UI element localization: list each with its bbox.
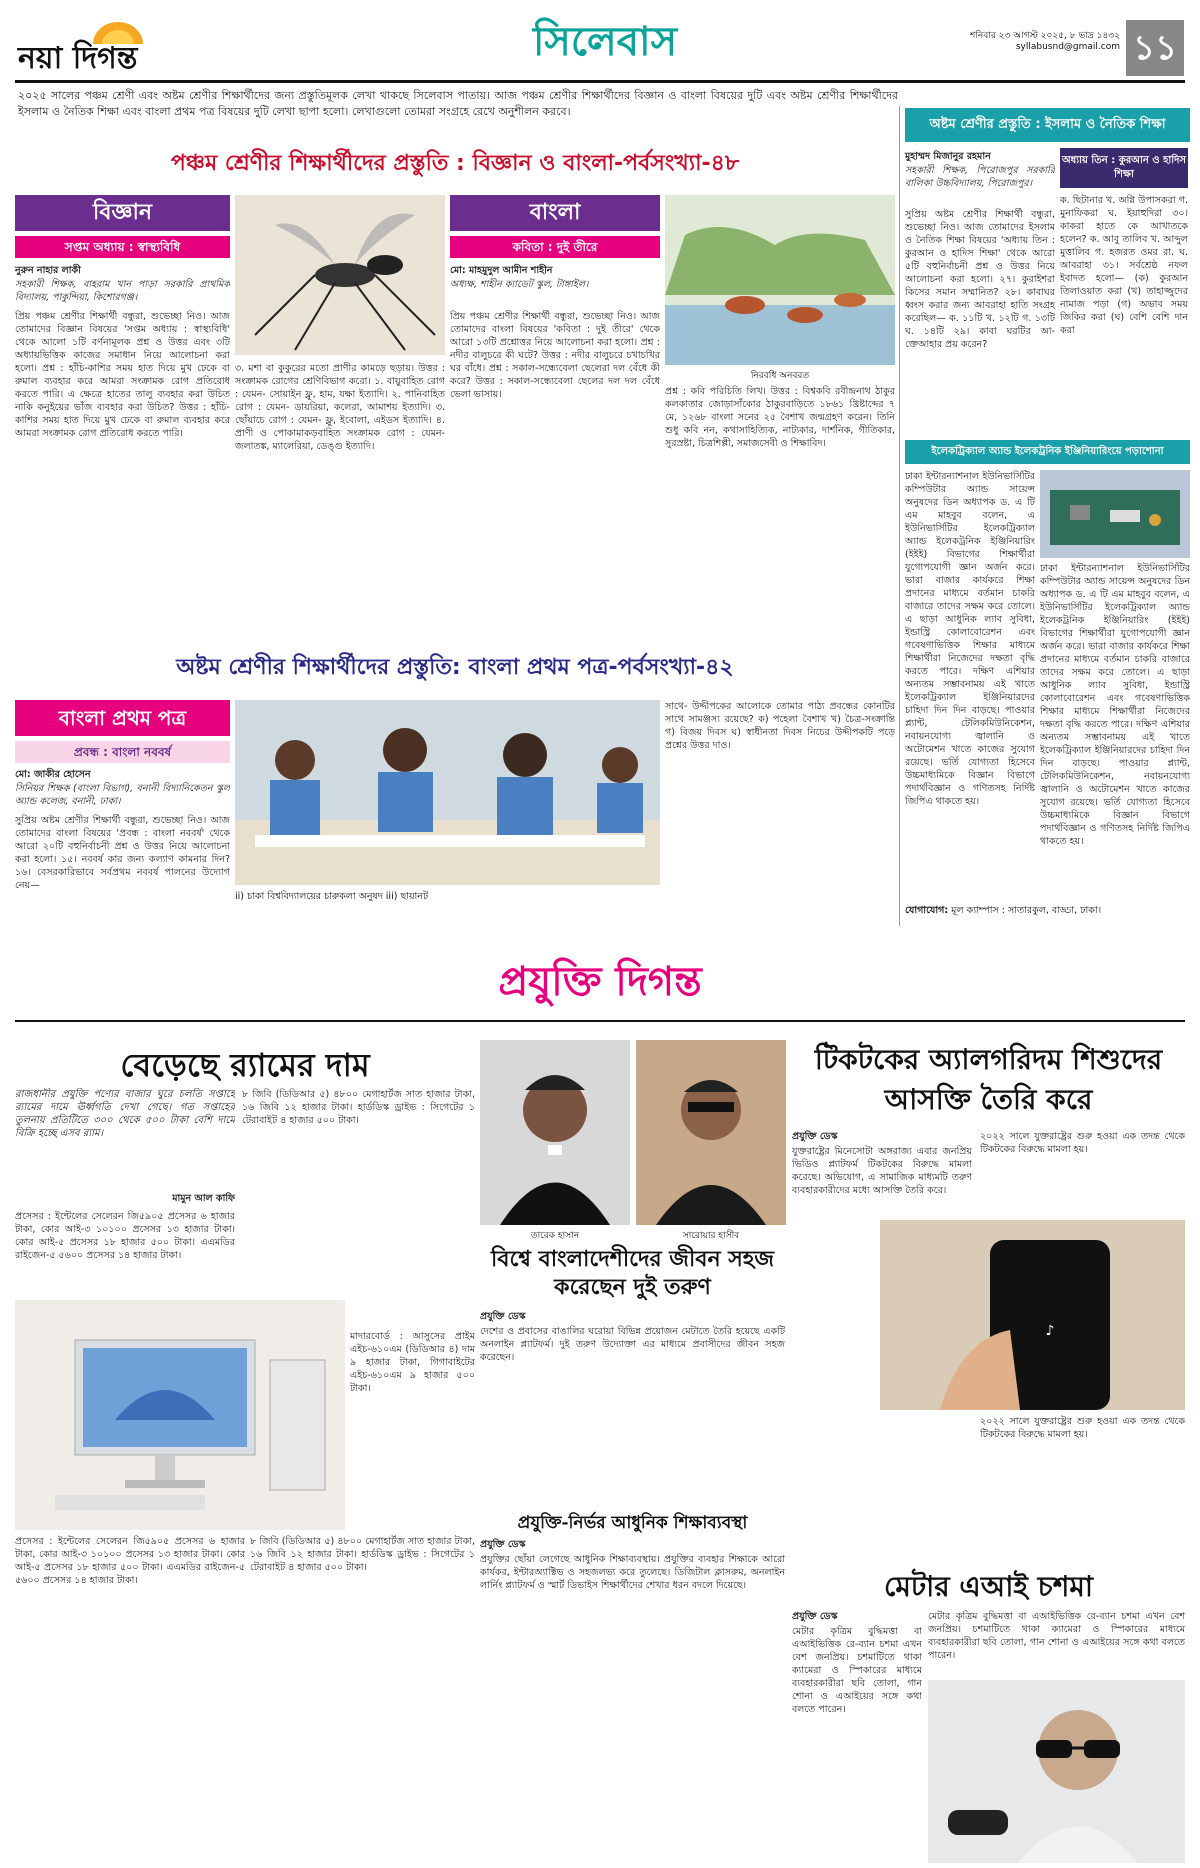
class8-bangla-body: সুপ্রিয় অষ্টম শ্রেণীর শিক্ষার্থী বন্ধুরা, শুভেচ্ছা নিও। আজ তোমাদের বাংলা বিষয়ের 'প্রবন্ধ : বাংলা নববর্ষ' থেকে আরো ২০টি বহুনির্বাচনী প্রশ্ন ও উত্তর নিয়ে আলোচনা করা হলো। ১৫। নববর্ষ কার জন্য কল্যাণ কামনার দিন? ১৬। বেসরকারিভাবে সর্বপ্রথম নববর্ষ পালনের উদ্যোগ নেয়— [15, 815, 230, 891]
birds-illustration [665, 195, 895, 365]
ram-body-5: ৮ জিবি (ডিডিআর ৫) ৪৮০০ মেগাহার্টজ সাত হাজার টাকা, ১৬ জিবি ১২ হাজার টাকা। হার্ডডিস্ক ড্রাইভ : সিগেটের ১ টেরাবাইট ৪ হাজার ৫০০ টাকা। [250, 1536, 475, 1573]
class8-bangla-body-2: সাথে- উদ্দীপকের আলোকে তোমার পাঠ্য প্রবন্ধের কোনটির সাথে সামঞ্জস্য রয়েছে? ক) পহেলা বৈশাখ খ) চৈত্র-সংক্রান্তি গ) বিজয় দিবস ঘ) স্বাধীনতা দিবস নিচের উদ্দীপকটি পড়ে প্রশ্নের উত্তর দাও। [665, 701, 895, 751]
class8-bangla-photo-caption: ii) চাকা বিশ্ববিদ্যালয়ের চারুকলা অনুষদ iii) ছায়ানট [235, 891, 429, 902]
electrical-contact: যোগাযোগ: মূল ক্যাম্পাস : সাতারকুল, বাড্ডা, ঢাকা। [905, 905, 1102, 916]
youth-headline: বিশ্বে বাংলাদেশীদের জীবন সহজ করেছেন দুই তরুণ [490, 1246, 775, 1300]
electrical-body-b: ঢাকা ইন্টারন্যাশনাল ইউনিভার্সিটির কম্পিউটার অ্যান্ড সায়েন্স অনুষদের ডিন অধ্যাপক ড. এ টি এম মাহবুব বলেন, এ ইউনিভার্সিটির ইলেকট্রিক্যাল অ্যান্ড ইলেকট্রনিক ইঞ্জিনিয়ারিং (ইইই) বিভাগের শিক্ষার্থীরা যুগোপযোগী জ্ঞান অর্জন করে। ভারা বাজার কার্যকরে শিক্ষা প্রদানের মাধ্যমে বর্তমান চাকরি বাজারে তাদের সক্ষম করে তোলে। এ ছাড়া আধুনিক ল্যাব সুবিধা, ইন্ডাস্ট্রি কোলাবোরেশন এবং গবেষণাভিত্তিক শিক্ষার মাধ্যমে শিক্ষার্থীরা নিজেদের দক্ষতা বৃদ্ধি করতে পারে। দক্ষিণ এশিয়ার অন্যতম সম্ভাবনাময় এই খাতে ইলেকট্রিক্যাল ইঞ্জিনিয়ারদের চাহিদা দিন দিন বাড়ছে। পাওয়ার প্ল্যান্ট, টেলিকমিউনিকেশন, নবায়নযোগ্য জ্বালানি ও অটোমেশন খাতে কাজের সুযোগ রয়েছে। ভর্তি যোগ্যতা হিসেবে উচ্চমাধ্যমিকে বিজ্ঞান বিভাগে পদার্থবিজ্ঞান ও গণিতসহ নির্দিষ্ট জিপিএ থাকতে হয়। [1040, 563, 1190, 847]
science-body-2: ৩. মশা বা কুকুরের মতো প্রাণীর কামড়ে ছড়ায়। উত্তর : সংক্রামক রোগের শ্রেণিবিভাগ করো। ১. বায়ুবাহিত রোগ : যেমন- সোয়াইন ফ্লু, হাম, যক্ষা ইত্যাদি। ২. পানিবাহিত রোগ : যেমন- ডায়রিয়া, কলেরা, আমাশয় ইত্যাদি। ৩. ছোঁয়াচে রোগ : যেমন- ফ্লু, ইবোলা, এইডস ইত্যাদি। ৪. প্রাণী ও পোকামাকড়বাহিত সংক্রামক রোগ : যেমন- জলাতঙ্ক, ম্যালেরিয়া, ডেঙ্গু ইত্যাদি। [235, 363, 445, 452]
electrical-headline: ইলেকট্রিক্যাল অ্যান্ড ইলেকট্রনিক ইঞ্জিনিয়ারিংয়ে পড়াশোনা [905, 440, 1190, 464]
birds-river-photo [665, 195, 895, 365]
meta-body: মেটার কৃত্রিম বুদ্ধিমত্তা বা এআইভিত্তিক রে-ব্যান চশমা এখন বেশ জনপ্রিয়। চশমাটিতে থাকা ক্যামেরা ও স্পিকারের মাধ্যমে ব্যবহারকারীরা ছবি তোলা, গান শোনা ও এআইয়ের সঙ্গে কথা বলতে পারেন। [792, 1626, 922, 1715]
ram-body-3: মাদারবোর্ড : আসুসের প্রাইম এইচ-৬১০এম (ডিডিআর ৪) দাম ৯ হাজার টাকা, গিগাবাইটের এইচ-৬১০এম ৯ হাজার ৫০০ টাকা। [350, 1331, 475, 1394]
ram-lead: রাজধানীর প্রযুক্তি পণ্যের বাজার ঘুরে চলতি সপ্তাহে র‍্যামের দামে ঊর্ধ্বগতি দেখা গেছে। গত সপ্তাহের তুলনায় প্রতিটিতে ৩০০ থেকে ৫০০ টাকা বেশি দামে বিক্রি হচ্ছে এসব র‍্যাম। [15, 1089, 235, 1139]
desktop-illustration [15, 1300, 345, 1530]
section-title: সিলেবাস [532, 18, 678, 65]
tech-section-title: প্রযুক্তি দিগন্ত [498, 958, 702, 1005]
ram-body-2: ৮ জিবি (ডিডিআর ৫) ৪৮০০ মেগাহার্টজ সাত হাজার টাকা, ১৬ জিবি ১২ হাজার টাকা। হার্ডডিস্ক ড্রাইভ : সিগেটের ১ টেরাবাইট ৪ হাজার ৫০০ টাকা। [242, 1089, 475, 1126]
bangla-chapter: কবিতা : দুই তীরে [450, 236, 660, 258]
vertical-divider [899, 106, 900, 926]
sarowar-caption: সারোয়ার হাসীব [682, 1231, 740, 1241]
islam-body: সুপ্রিয় অষ্টম শ্রেণীর শিক্ষার্থী বন্ধুরা, শুভেচ্ছা নিও। আজ তোমাদের ইসলাম ও নৈতিক শিক্ষা বিষয়ের 'অধ্যায় তিন : কুরআন ও হাদিস শিক্ষা' থেকে আরো ৫টি বহুনির্বাচনী প্রশ্ন ও উত্তর নিয়ে আলোচনা করা হলো। ২৭। কুরাইশরা কিসের সমান সম্মানিত? ২৮। কাবাঘর ধ্বংস করার জন্য আবরাহা হাতি সংগ্রহ করেছিল— ক. ১১টি খ. ১২টি গ. ১৩টি ঘ. ১৪টি ২৯। কাবা ঘরটির আ-ক্তেআহার প্রয় করেন? [905, 209, 1055, 350]
glasses-illustration [928, 1680, 1185, 1863]
masthead-rule [15, 80, 1185, 83]
youth-byline: প্রযুক্তি ডেস্ক [480, 1311, 526, 1322]
page-number: ১১ [1132, 28, 1178, 68]
electrical-body: ঢাকা ইন্টারন্যাশনাল ইউনিভার্সিটির কম্পিউটার অ্যান্ড সায়েন্স অনুষদের ডিন অধ্যাপক ড. এ টি এম মাহবুব বলেন, এ ইউনিভার্সিটির ইলেকট্রিক্যাল অ্যান্ড ইলেকট্রনিক ইঞ্জিনিয়ারিং (ইইই) বিভাগের শিক্ষার্থীরা যুগোপযোগী জ্ঞান অর্জন করে। ভারা বাজার কার্যকরে শিক্ষা প্রদানের মাধ্যমে বর্তমান চাকরি বাজারে তাদের সক্ষম করে তোলে। এ ছাড়া আধুনিক ল্যাব সুবিধা, ইন্ডাস্ট্রি কোলাবোরেশন এবং গবেষণাভিত্তিক শিক্ষার মাধ্যমে শিক্ষার্থীরা নিজেদের দক্ষতা বৃদ্ধি করতে পারে। দক্ষিণ এশিয়ার অন্যতম সম্ভাবনাময় এই খাতে ইলেকট্রিক্যাল ইঞ্জিনিয়ারদের চাহিদা দিন দিন বাড়ছে। পাওয়ার প্ল্যান্ট, টেলিকমিউনিকেশন, নবায়নযোগ্য জ্বালানি ও অটোমেশন খাতে কাজের সুযোগ রয়েছে। ভর্তি যোগ্যতা হিসেবে উচ্চমাধ্যমিকে বিজ্ঞান বিভাগে পদার্থবিজ্ঞান ও গণিতসহ নির্দিষ্ট জিপিএ থাকতে হয়। [905, 471, 1035, 807]
meta-glasses-photo [928, 1680, 1185, 1863]
mosquito-photo [235, 195, 445, 355]
education-headline: প্রযুক্তি-নির্ভর আধুনিক শিক্ষাব্যবস্থা [517, 1513, 748, 1533]
circuit-board-illustration [1040, 470, 1190, 558]
bangla-subject-box: বাংলা [450, 195, 660, 231]
islam-chapter-box: অধ্যায় তিন : কুরআন ও হাদিস শিক্ষা [1060, 148, 1188, 188]
electrical-photo [1040, 470, 1190, 558]
tiktok-body-2: ২০২২ সালে যুক্তরাষ্ট্রের শুরু হওয়া এক তদন্ত থেকে টিকটকের বিরুদ্ধে মামলা হয়। [980, 1131, 1185, 1155]
newspaper-logo[interactable]: নয়া দিগন্ত [18, 22, 208, 66]
class8-bangla-headline: অষ্টম শ্রেণীর শিক্ষার্থীদের প্রস্তুতি: বাংলা প্রথম পত্র-পর্বসংখ্যা-৪২ [176, 655, 734, 680]
science-chapter: সপ্তম অধ্যায় : স্বাস্থ্যবিধি [15, 236, 230, 258]
islam-headline: অষ্টম শ্রেণীর প্রস্তুতি : ইসলাম ও নৈতিক শিক্ষা [905, 108, 1190, 142]
tarek-caption: তারেক হাসান [530, 1231, 580, 1241]
tiktok-logo-icon: ♪ [1045, 1323, 1055, 1339]
education-byline: প্রযুক্তি ডেস্ক [480, 1539, 526, 1550]
science-author-desc: সহকারী শিক্ষক, বাহরাম খান পাড়া সরকারি প্রাথমিক বিদ্যালয়, পাকুন্দিয়া, কিশোরগঞ্জ। [15, 279, 230, 303]
class8-bangla-author: মো: জাকীর হোসেন [15, 769, 91, 780]
tiktok-phone-photo [880, 1220, 1185, 1410]
class5-headline: পঞ্চম শ্রেণীর শিক্ষার্থীদের প্রস্তুতি : বিজ্ঞান ও বাংলা-পর্বসংখ্যা-৪৮ [170, 151, 740, 176]
meta-byline: প্রযুক্তি ডেস্ক [792, 1611, 838, 1622]
desktop-pc-photo [15, 1300, 345, 1530]
ram-byline: মামুন আল কাফি [172, 1193, 235, 1204]
tech-rule [15, 1020, 1185, 1022]
youth-body: দেশের ও প্রবাসের বাঙালির ঘরোয়া বিভিন্ন প্রয়োজন মেটাতে তৈরি হয়েছে একটি অনলাইন প্ল্যাটফর্ম। দুই তরুণ উদ্যোক্তা এর মাধ্যমে প্রবাসীদের জীবন সহজ করেছেন। [480, 1326, 785, 1363]
science-author: নুরুন নাহার লাকী [15, 265, 81, 276]
education-body: প্রযুক্তির ছোঁয়া লেগেছে আধুনিক শিক্ষাব্যবস্থায়। প্রযুক্তির ব্যবহার শিক্ষাকে আরো কার্যকর, ইন্টারঅ্যাক্টিভ ও সহজলভ্য করে তুলেছে। ডিজিটাল ক্লাসরুম, অনলাইন লার্নিং প্ল্যাটফর্ম ও স্মার্ট ডিভাইস শিক্ষার্থীদের শেখার ধরন বদলে দিয়েছে। [480, 1554, 785, 1591]
date-line: শনিবার ২৩ আগস্ট ২০২৫, ৮ ভাদ্র ১৪৩২ [969, 31, 1120, 41]
tiktok-headline: টিকটকের অ্যালগরিদম শিশুদের আসক্তি তৈরি করে [814, 1043, 1163, 1116]
bangla-photo-caption: নিরবধি অনবরত [750, 371, 810, 381]
meta-headline: মেটার এআই চশমা [883, 1570, 1094, 1603]
portrait-icon [480, 1040, 630, 1225]
tiktok-body-3: ২০২২ সালে যুক্তরাষ্ট্রের শুরু হওয়া এক তদন্ত থেকে টিকটকের বিরুদ্ধে মামলা হয়। [980, 1416, 1185, 1440]
islam-author: মুহাম্মদ মিজানুর রহমান [905, 151, 991, 162]
email-link[interactable]: syllabusnd@gmail.com [1015, 42, 1120, 52]
islam-author-desc: সহকারী শিক্ষক, পিরোজপুর সরকারি বালিকা উচ্চবিদ্যালয়, পিরোজপুর। [905, 165, 1055, 189]
tiktok-byline: প্রযুক্তি ডেস্ক [792, 1131, 838, 1142]
ram-body: প্রসেসর : ইন্টেলের সেলেরন জি৫৯০৫ প্রসেসর ৬ হাজার টাকা, কোর আই-৩ ১০১০০ প্রসেসর ১৩ হাজার টাকা। কোর আই-৫ প্রসেসর ১৮ হাজার ৫০০ টাকা। এএমডির রাইজেন-৫ ৫৬০০ প্রসেসর ১৪ হাজার টাকা। [15, 1211, 235, 1261]
science-body: প্রিয় পঞ্চম শ্রেণীর শিক্ষার্থী বন্ধুরা, শুভেচ্ছা নিও। আজ তোমাদের বিজ্ঞান বিষয়ের 'সপ্তম অধ্যায় : স্বাস্থ্যবিধি' থেকে আলো ১টি বর্ণনামূলক প্রশ্ন ও উত্তর এবং ৩টি অধ্যায়ভিত্তিক কাজের সমাধান নিয়ে আলোচনা করা হলো। প্রশ্ন : হাঁচি-কাশির সময় হাত দিয়ে মুখ ঢেকে বা রুমাল ব্যবহার করে আমরা সংক্রামক রোগ প্রতিরোধ করতে পারি। এ ক্ষেত্রে হাতের তালু ব্যবহার করা উচিত নাকি কনুইয়ের ভাঁজ ব্যবহার করা উচিত? উত্তর : হাঁচি-কাশির সময় হাত দিয়ে মুখ ঢেকে বা রুমাল ব্যবহার করে আমরা সংক্রামক রোগ প্রতিরোধ করতে পারি। [15, 311, 230, 439]
tiktok-body: যুক্তরাষ্ট্রের মিনেসোটা অঙ্গরাজ্য এবার জনপ্রিয় ভিডিও প্ল্যাটফর্ম টিকটকের বিরুদ্ধে মামলা করেছে। অভিযোগ, এ সামাজিক মাধ্যমটি তরুণ ব্যবহারকারীদের মধ্যে আসক্তি তৈরি করে। [792, 1146, 972, 1196]
students-illustration [235, 700, 660, 885]
tarek-hasan-photo [480, 1040, 630, 1225]
page-number-box [1126, 20, 1184, 76]
mosquito-illustration [235, 195, 445, 355]
bangla-body-2: প্রশ্ন : কবি পরিচিতি লিখ। উত্তর : বিশ্বকবি রবীন্দ্রনাথ ঠাকুর কলকাতার জোড়াসাঁকোর ঠাকুরবাড়িতে ১৮৬১ খ্রিষ্টাব্দের ৭ মে, ১২৬৮ বাংলা সনের ২৫ বৈশাখ জন্মগ্রহণ করেন। তিনি শুধু কবি নন, কথাসাহিত্যিক, নাট্যকার, দার্শনিক, গীতিকার, সুরস্রষ্টা, চিত্রশিল্পী, সমাজসেবী ও শিক্ষাবিদ। [665, 386, 895, 449]
bangla-body: প্রিয় পঞ্চম শ্রেণীর শিক্ষার্থী বন্ধুরা, শুভেচ্ছা নিও। আজ তোমাদের বাংলা বিষয়ের 'কবিতা : দুই তীরে' থেকে আরো ১৩টি প্রশ্নোত্তর নিয়ে আলোচনা করা হলো। প্রশ্ন : নদীর বালুচরে কী ঘটে? উত্তর : নদীর বালুচরে চখাচখির ঘর বাঁধে। প্রশ্ন : সকাল-সন্ধ্যেবেলা ছেলেরা দল বেঁধে কী করে? উত্তর : সকাল-সন্ধ্যেবেলা ছেলের দল দল বেঁধে ভেলা ভাসায়। [450, 311, 660, 400]
intro-text: ২০২৫ সালের পঞ্চম শ্রেণী এবং অষ্টম শ্রেণীর শিক্ষার্থীদের জন্য প্রস্তুতিমূলক লেখা থাকছে সিলেবাস পাতায়। আজ পঞ্চম শ্রেণীর শিক্ষার্থীদের বিজ্ঞান ও বাংলা বিষয়ের দুটি এবং অষ্টম শ্রেণীর শিক্ষার্থীদের ইসলাম ও নৈতিক শিক্ষা এবং বাংলা প্রথম পত্র বিষয়ের দুটি লেখা ছাপা হলো। লেখাগুলো তোমরা সংগ্রহে রেখে অনুশীলন করবে। [18, 89, 898, 118]
science-subject-box: বিজ্ঞান [15, 195, 230, 231]
tiktok-phone-illustration [880, 1220, 1185, 1410]
ram-headline: বেড়েছে র‍্যামের দাম [120, 1046, 370, 1084]
ram-body-4: প্রসেসর : ইন্টেলের সেলেরন জি৫৯০৫ প্রসেসর ৬ হাজার টাকা, কোর আই-৩ ১০১০০ প্রসেসর ১৩ হাজার টাকা। কোর আই-৫ প্রসেসর ১৮ হাজার ৫০০ টাকা। এএমডির রাইজেন-৫ ৫৬০০ প্রসেসর ১৪ হাজার টাকা। [15, 1536, 245, 1586]
portrait-icon-2 [636, 1040, 786, 1225]
masthead [0, 0, 1200, 80]
bangla-author: মো: মাহমুদুল আমীন শাহীন [450, 265, 553, 276]
class8-bangla-chapter: প্রবন্ধ : বাংলা নববর্ষ [15, 741, 230, 763]
class8-bangla-author-desc: সিনিয়র শিক্ষক (বাংলা বিভাগ), বনানী বিদ্যানিকেতন স্কুল অ্যান্ড কলেজ, বনানী, ঢাকা। [15, 783, 230, 807]
students-exam-photo [235, 700, 660, 885]
sarowar-hasib-photo [636, 1040, 786, 1225]
meta-body-2: মেটার কৃত্রিম বুদ্ধিমত্তা বা এআইভিত্তিক রে-ব্যান চশমা এখন বেশ জনপ্রিয়। চশমাটিতে থাকা ক্যামেরা ও স্পিকারের মাধ্যমে ব্যবহারকারীরা ছবি তোলা, গান শোনা ও এআইয়ের সঙ্গে কথা বলতে পারেন। [928, 1611, 1185, 1661]
bangla-author-desc: অধ্যক্ষ, শাহীন ক্যাডেট স্কুল, টাঙ্গাইল। [450, 279, 589, 290]
class8-bangla-subject-box: বাংলা প্রথম পত্র [15, 700, 230, 736]
islam-side: ক. ছিটানার খ. অগ্নি উপাসকরা গ. মুনাফিকরা ঘ. ইয়াহুদিরা ৩০। কাকরা হাতে কে আখাতকে হলেন? ক. আবু তালিব খ. আব্দুল মুত্তালিব গ. হজরত ওমর রা. ঘ. আবরাহা ৩১। সর্বশ্রেষ্ঠ নফল ইবাদত হলো— (ক) কুরআন তিলাওয়াত করা (খ) তাহাজ্জুদের নামাজ পড়া (গ) অভাব সময় জিকির করা (ঘ) বেশি বেশি দান করা [1060, 195, 1188, 336]
